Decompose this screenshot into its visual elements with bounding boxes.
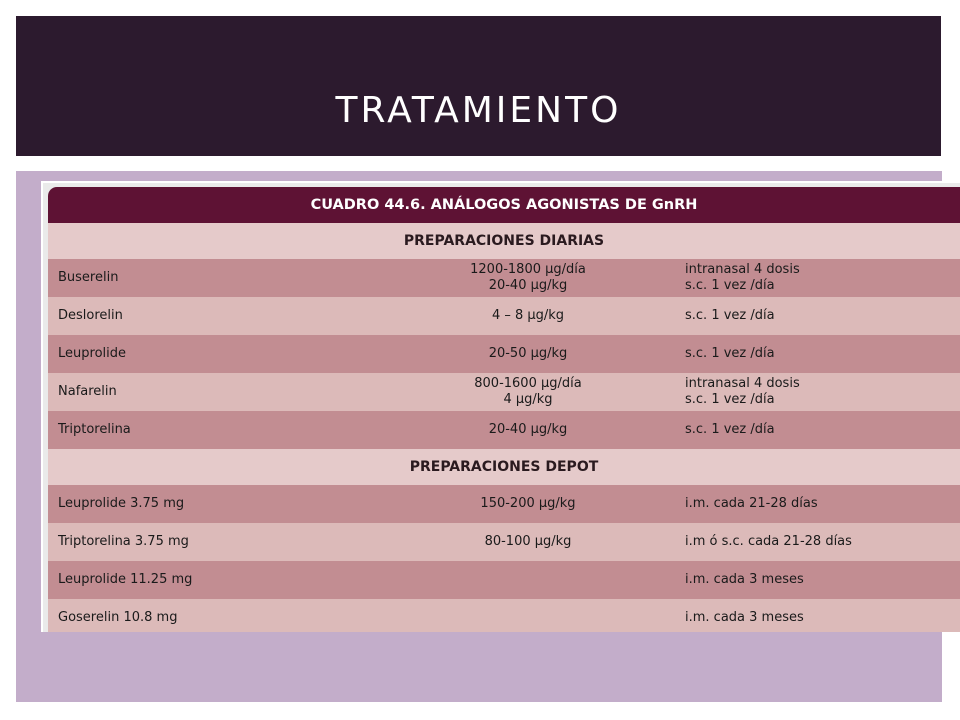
- route-line: s.c. 1 vez /día: [685, 308, 775, 323]
- dose-line: 20-40 µg/kg: [488, 278, 568, 293]
- route-line: intranasal 4 dosis: [685, 376, 800, 391]
- route-cell: [685, 259, 955, 297]
- route-line: i.m. cada 21-28 días: [685, 496, 818, 511]
- dose-cell: [388, 485, 668, 523]
- dose-line: 4 – 8 µg/kg: [491, 308, 565, 323]
- slide-title: TRATAMIENTO: [335, 90, 622, 131]
- table-caption: CUADRO 44.6. ANÁLOGOS AGONISTAS DE GnRH: [48, 187, 960, 223]
- drug-name-cell: [58, 561, 388, 599]
- drug-name-cell: [58, 297, 388, 335]
- dose-line: 4 µg/kg: [503, 392, 553, 407]
- table-row: [48, 411, 960, 449]
- table-row: [48, 259, 960, 297]
- table-row: [48, 599, 960, 632]
- route-cell: [685, 297, 955, 335]
- drug-name: Leuprolide: [58, 346, 126, 361]
- dose-cell: [388, 259, 668, 297]
- route-cell: [685, 373, 955, 411]
- dose-line: 20-40 µg/kg: [488, 422, 568, 437]
- title-band: [16, 16, 941, 156]
- drug-name: Nafarelin: [58, 384, 117, 399]
- dose-cell: [388, 411, 668, 449]
- drug-name-cell: [58, 259, 388, 297]
- drug-name: Triptorelina: [58, 422, 131, 437]
- table-row: [48, 523, 960, 561]
- dose-cell: [388, 335, 668, 373]
- dose-cell: [388, 373, 668, 411]
- table-row: [48, 297, 960, 335]
- route-cell: [685, 485, 955, 523]
- route-line: i.m ó s.c. cada 21-28 días: [685, 534, 852, 549]
- drug-name: Deslorelin: [58, 308, 123, 323]
- drug-name-cell: [58, 523, 388, 561]
- table-row: [48, 335, 960, 373]
- dose-cell: [388, 599, 668, 632]
- drug-name: Leuprolide 3.75 mg: [58, 496, 185, 511]
- route-line: i.m. cada 3 meses: [685, 572, 804, 587]
- drug-name-cell: [58, 485, 388, 523]
- table-row: [48, 373, 960, 411]
- section-heading: PREPARACIONES DEPOT: [48, 449, 960, 485]
- route-line: s.c. 1 vez /día: [685, 278, 775, 293]
- route-line: s.c. 1 vez /día: [685, 346, 775, 361]
- dose-cell: [388, 561, 668, 599]
- dose-line: 20-50 µg/kg: [488, 346, 568, 361]
- dose-line: 800-1600 µg/día: [474, 376, 582, 391]
- drug-name: Triptorelina 3.75 mg: [58, 534, 189, 549]
- dose-cell: [388, 297, 668, 335]
- dose-cell: [388, 523, 668, 561]
- route-line: s.c. 1 vez /día: [685, 392, 775, 407]
- route-cell: [685, 335, 955, 373]
- drug-name: Buserelin: [58, 270, 119, 285]
- drug-name-cell: [58, 335, 388, 373]
- dose-line: 80-100 µg/kg: [484, 534, 572, 549]
- table-row: [48, 561, 960, 599]
- drug-name: Goserelin 10.8 mg: [58, 610, 178, 625]
- drug-name: Leuprolide 11.25 mg: [58, 572, 193, 587]
- route-cell: [685, 411, 955, 449]
- gnrh-table: [48, 187, 960, 630]
- drug-name-cell: [58, 373, 388, 411]
- drug-name-cell: [58, 599, 388, 632]
- route-cell: [685, 523, 955, 561]
- table-image: [41, 181, 960, 632]
- section-heading: PREPARACIONES DIARIAS: [48, 223, 960, 259]
- drug-name-cell: [58, 411, 388, 449]
- dose-line: 150-200 µg/kg: [480, 496, 576, 511]
- dose-line: 1200-1800 µg/día: [470, 262, 586, 277]
- route-line: intranasal 4 dosis: [685, 262, 800, 277]
- route-cell: [685, 561, 955, 599]
- route-line: s.c. 1 vez /día: [685, 422, 775, 437]
- table-row: [48, 485, 960, 523]
- route-cell: [685, 599, 955, 632]
- route-line: i.m. cada 3 meses: [685, 610, 804, 625]
